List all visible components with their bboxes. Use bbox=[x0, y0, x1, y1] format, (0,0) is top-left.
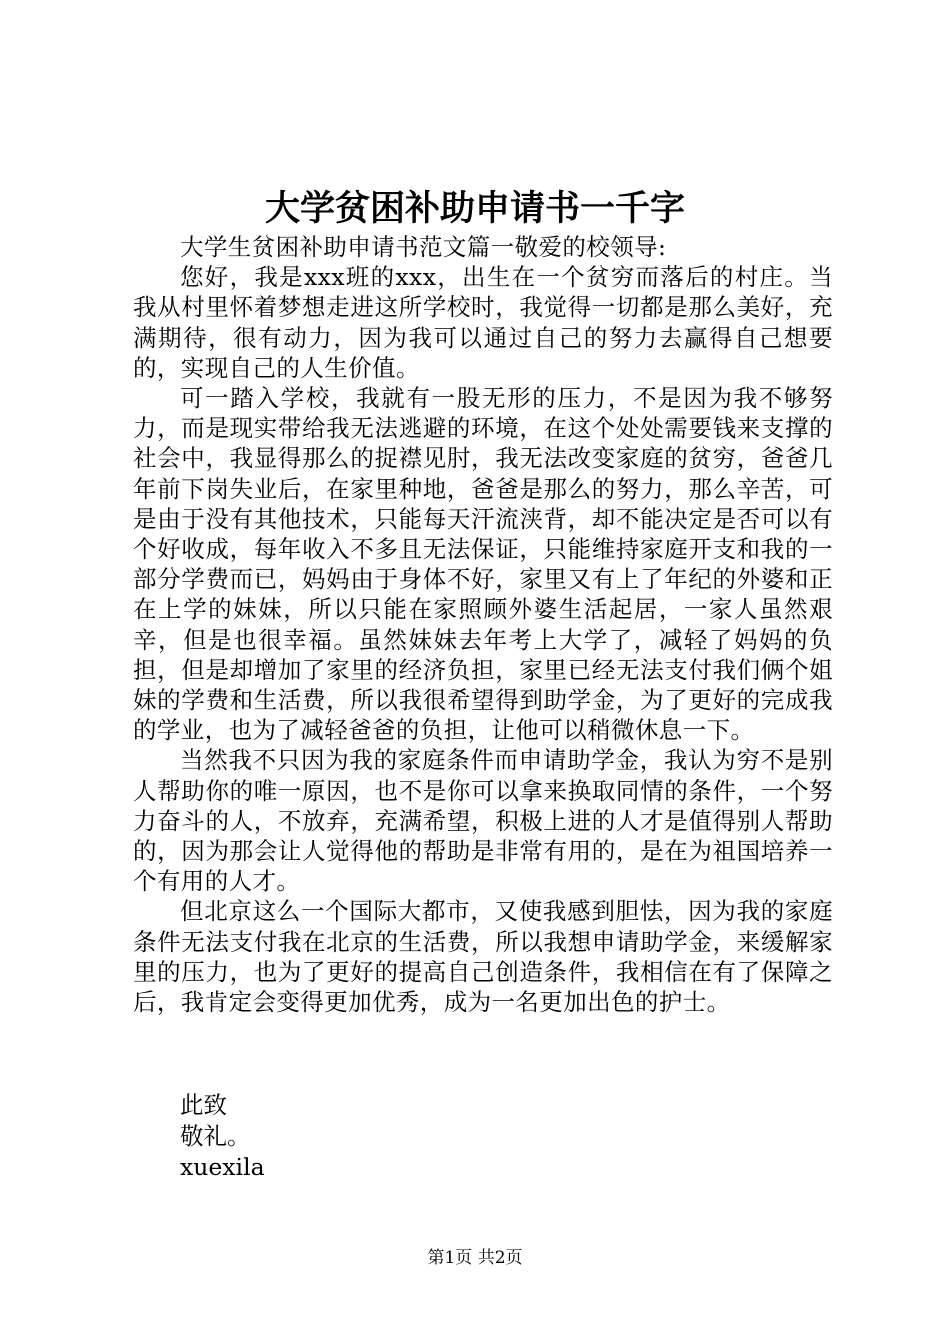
closing-respect: 敬礼。 bbox=[180, 1122, 251, 1150]
signature: xuexila bbox=[180, 1153, 265, 1181]
document-title: 大学贫困补助申请书一千字 bbox=[264, 188, 685, 229]
closing-greeting: 此致 bbox=[180, 1091, 227, 1119]
document-body bbox=[133, 232, 833, 1017]
paragraph-introduction: 您好，我是xxx班的xxx，出生在一个贫穷而落后的村庄。当我从村里怀着梦想走进这所学校时，我觉得一切都是那么美好，充满期待，很有动力，因为我可以通过自己的努力去赢得自己想要的，实现自己的人生价值。 bbox=[133, 263, 833, 382]
paragraph-request: 但北京这么一个国际大都市，又使我感到胆怯，因为我的家庭条件无法支付我在北京的生活费，所以我想申请助学金，来缓解家里的压力，也为了更好的提高自己创造条件，我相信在有了保障之后，我肯定会变得更加优秀，成为一名更加出色的护士。 bbox=[133, 897, 833, 1017]
page-number-footer: 第1页 共2页 bbox=[427, 1248, 523, 1268]
paragraph-family-situation: 可一踏入学校，我就有一股无形的压力，不是因为我不够努力，而是现实带给我无法逃避的环境，在这个处处需要钱来支撑的社会中，我显得那么的捉襟见肘，我无法改变家庭的贫穷，爸爸几年前下岗失业后，在家里种地，爸爸是那么的努力，那么辛苦，可是由于没有其他技术，只能每天汗流浃背，却不能决定是否可以有个好收成，每年收入不多且无法保证，只能维持家庭开支和我的一部分学费而已，妈妈由于身体不好，家里又有上了年纪的外婆和正在上学的妹妹，所以只能在家照顾外婆生活起居，一家人虽然艰辛，但是也很幸福。虽然妹妹去年考上大学了，减轻了妈妈的负担，但是却增加了家里的经济负担，家里已经无法支付我们俩个姐妹的学费和生活费，所以我很希望得到助学金，为了更好的完成我的学业，也为了减轻爸爸的负担，让他可以稍微休息一下。 bbox=[133, 384, 833, 745]
paragraph-salutation: 大学生贫困补助申请书范文篇一敬爱的校领导: bbox=[180, 233, 667, 261]
paragraph-motivation: 当然我不只因为我的家庭条件而申请助学金，我认为穷不是别人帮助你的唯一原因，也不是你可以拿来换取同情的条件，一个努力奋斗的人，不放弃，充满希望，积极上进的人才是值得别人帮助的，因为那会让人觉得他的帮助是非常有用的，是在为祖国培养一个有用的人才。 bbox=[133, 746, 833, 896]
